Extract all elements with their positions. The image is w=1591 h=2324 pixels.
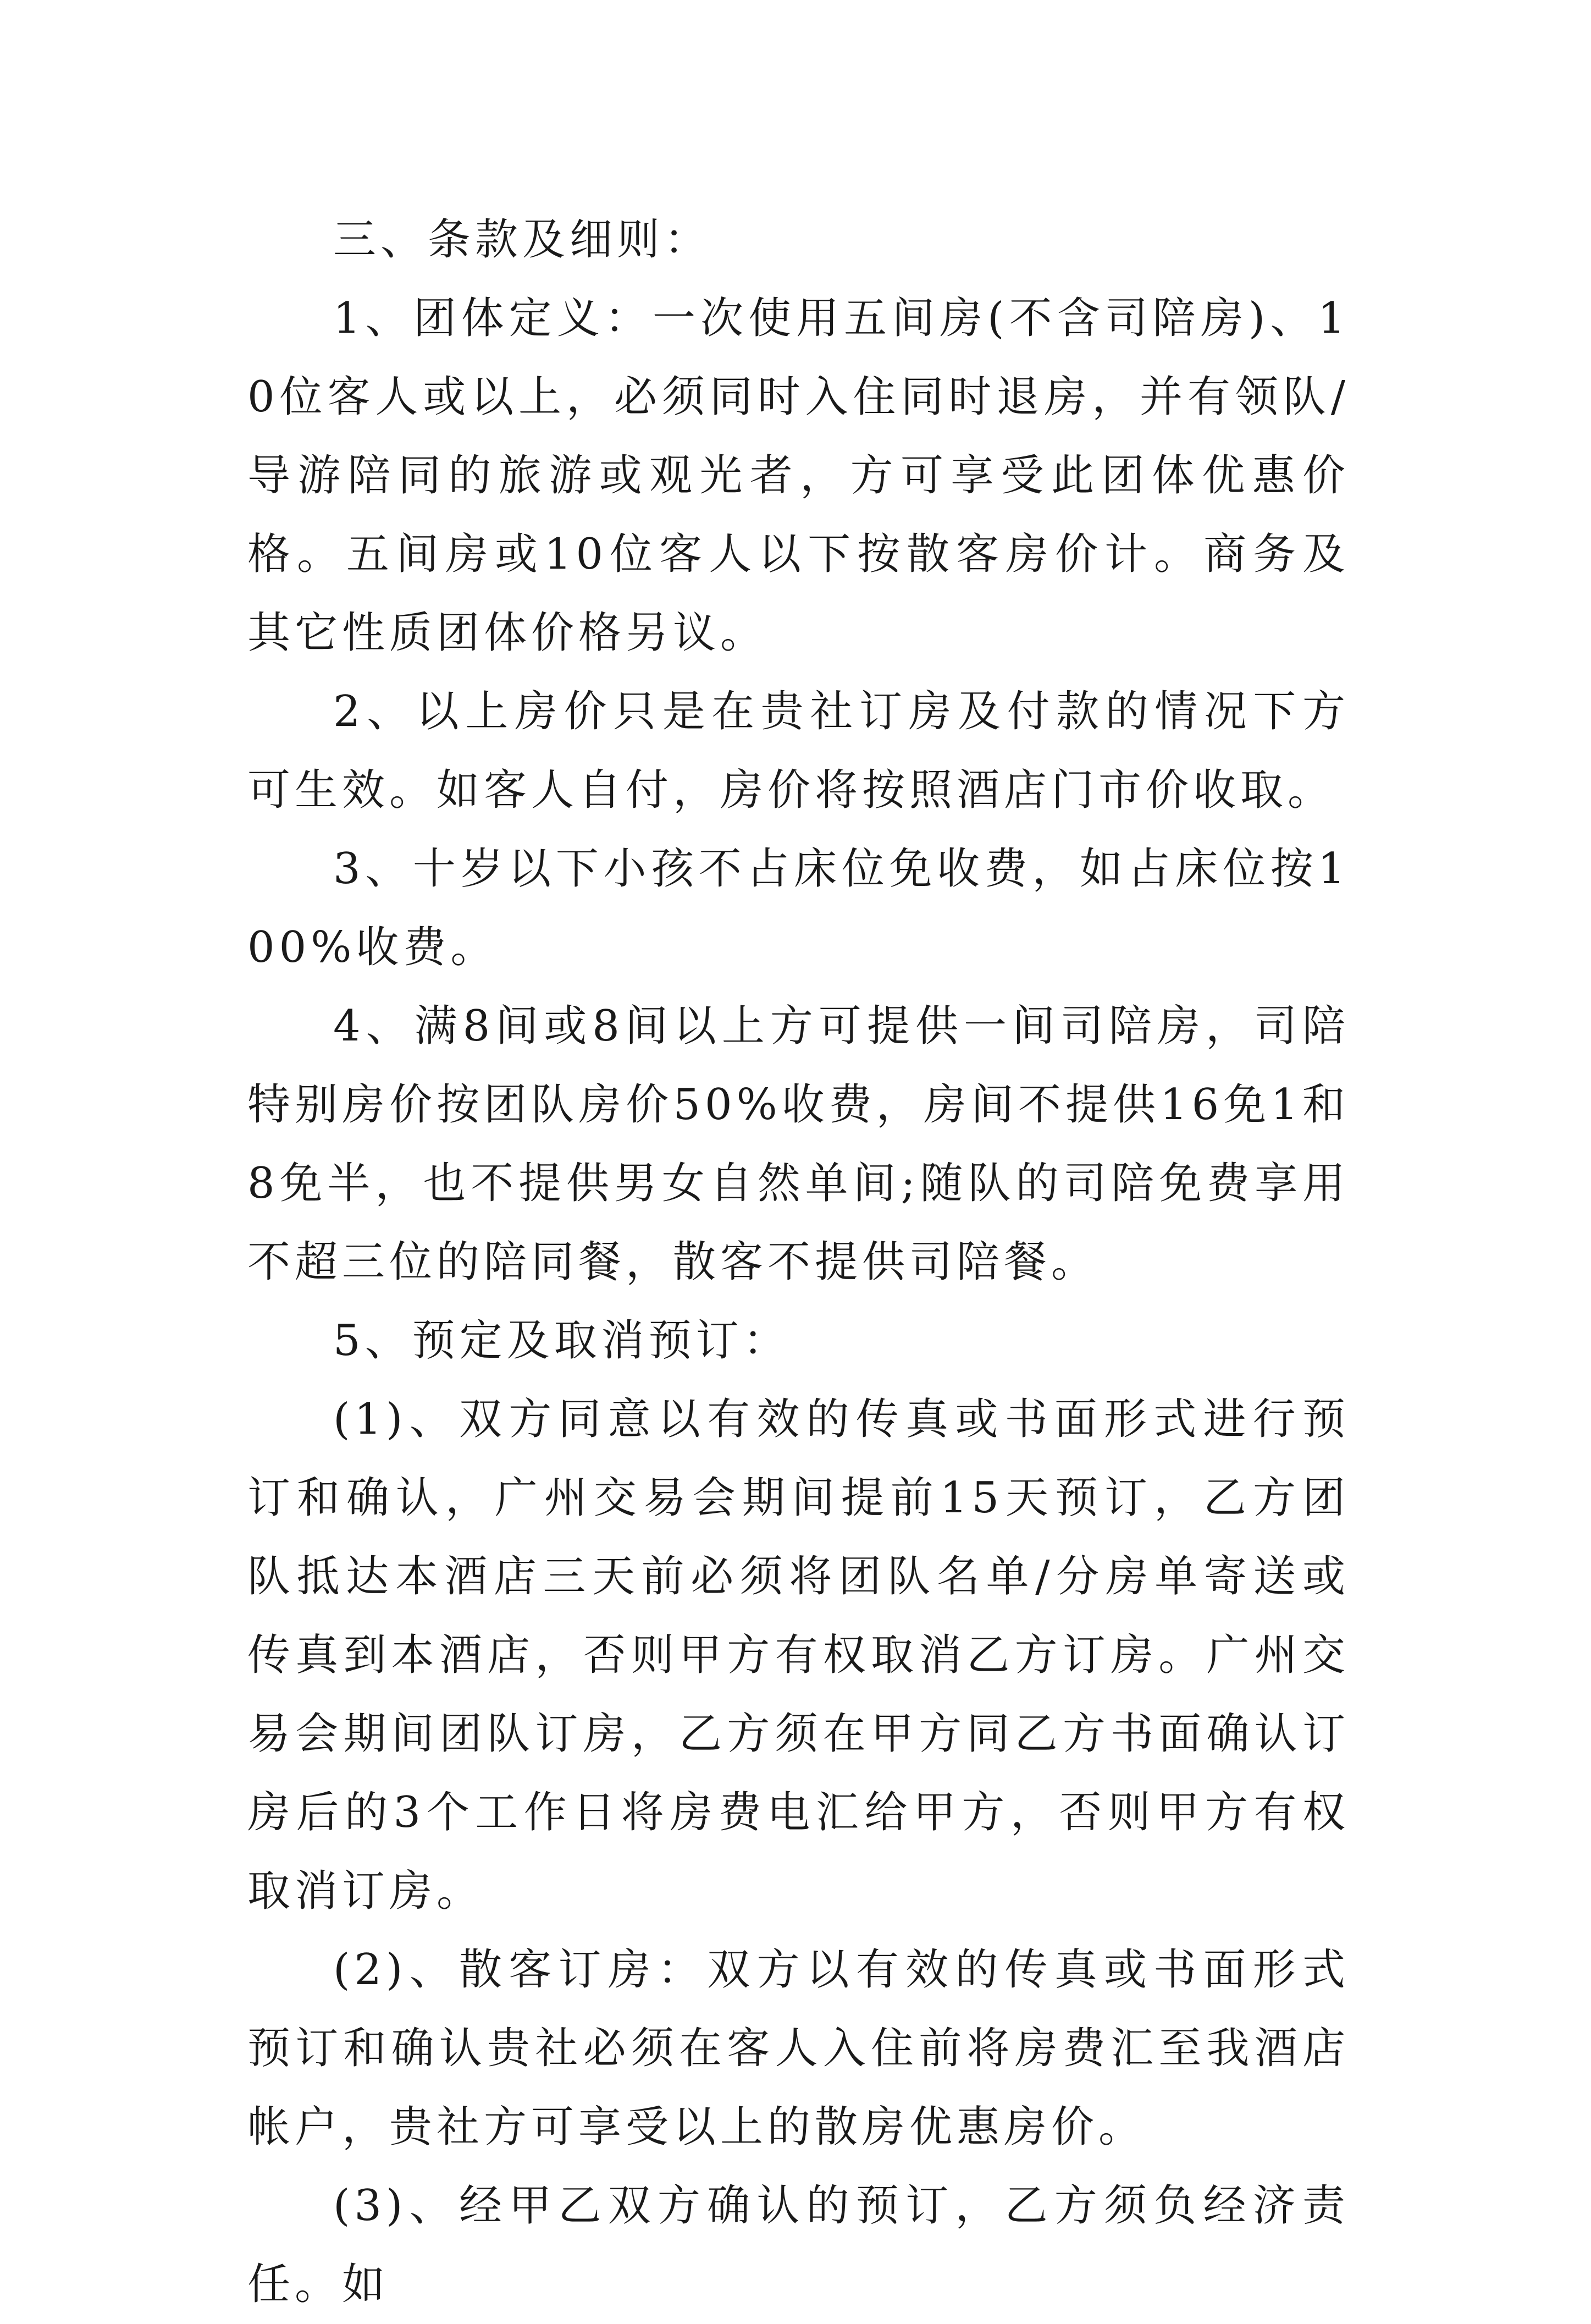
document-body bbox=[247, 201, 1350, 2324]
clause-5-1-confirmation: (1)、双方同意以有效的传真或书面形式进行预订和确认，广州交易会期间提前15天预订，乙方团队抵达本酒店三天前必须将团队名单/分房单寄送或传真到本酒店，否则甲方有权取消乙方订房。广州交易会期间团队订房，乙方须在甲方同乙方书面确认订房后的3个工作日将房费电汇给甲方，否则甲方有权取消订房。 bbox=[247, 1395, 1350, 1916]
clause-5-3-liability: (3)、经甲乙双方确认的预订，乙方须负经济责任。如 bbox=[247, 2181, 1350, 2309]
section-heading: 三、条款及细则： bbox=[333, 215, 712, 265]
clause-5-2-individual-booking: (2)、散客订房：双方以有效的传真或书面形式预订和确认贵社必须在客人入住前将房费汇至我酒店帐户，贵社方可享受以上的散房优惠房价。 bbox=[247, 1945, 1350, 2152]
clause-5-booking-heading: 5、预定及取消预订： bbox=[333, 1316, 791, 1365]
clause-3-children-policy: 3、十岁以下小孩不占床位免收费，如占床位按100%收费。 bbox=[247, 844, 1350, 972]
clause-2-rate-validity: 2、以上房价只是在贵社订房及付款的情况下方可生效。如客人自付，房价将按照酒店门市价收取。 bbox=[247, 687, 1350, 815]
clause-1-group-definition: 1、团体定义：一次使用五间房(不含司陪房)、10位客人或以上，必须同时入住同时退房，并有领队/导游陪同的旅游或观光者，方可享受此团体优惠价格。五间房或10位客人以下按散客房价计。商务及其它性质团体价格另议。 bbox=[247, 294, 1350, 658]
clause-4-escort-room: 4、满8间或8间以上方可提供一间司陪房，司陪特别房价按团队房价50%收费，房间不提供16免1和8免半，也不提供男女自然单间;随队的司陪免费享用不超三位的陪同餐，散客不提供司陪餐。 bbox=[247, 1001, 1350, 1287]
